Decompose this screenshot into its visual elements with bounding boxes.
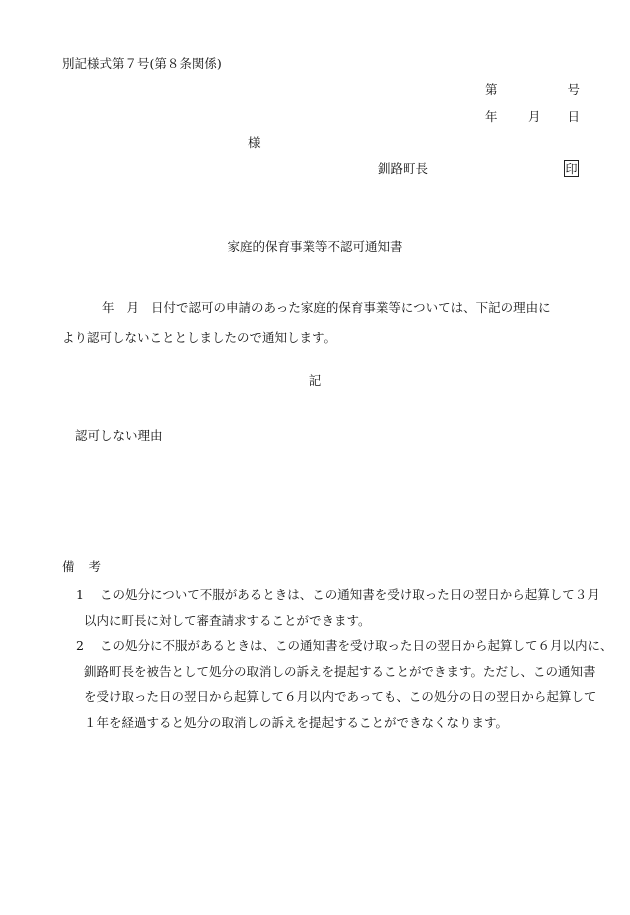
remarks-heading <box>62 559 101 574</box>
remarks-heading-char-2: 考 <box>88 559 102 574</box>
notice-body-line-2: より認可しないこととしましたので通知します。 <box>62 330 337 345</box>
remark-item <box>62 633 613 735</box>
notice-body <box>62 293 592 353</box>
issuer-name: 釧路町長 <box>378 161 429 176</box>
reason-label: 認可しない理由 <box>75 428 163 443</box>
remark-line: を受け取った日の翌日から起算して６月以内であっても、この処分の日の翌日から起算して <box>84 689 597 704</box>
date-year-label: 年 <box>485 109 498 124</box>
remark-number: 2 <box>76 638 84 653</box>
document-number-prefix: 第 <box>485 82 498 97</box>
document-date-row <box>485 109 580 127</box>
document-number-suffix: 号 <box>567 82 580 97</box>
document-title: 家庭的保育事業等不認可通知書 <box>227 239 403 254</box>
remark-line: １年を経過すると処分の取消しの訴えを提起することができなくなります。 <box>84 714 509 730</box>
date-day-label: 日 <box>567 109 580 124</box>
remark-text: この処分について不服があるときは、この通知書を受け取った日の翌日から起算して３月 <box>100 587 600 602</box>
body-line-1-text: 日付で認可の申請のあった家庭的保育事業等については、下記の理由に <box>151 300 551 315</box>
body-date-month: 月 <box>126 300 140 315</box>
ki-heading: 記 <box>308 373 322 388</box>
remark-item <box>62 582 600 633</box>
body-date-year: 年 <box>102 300 115 315</box>
remark-number: 1 <box>76 587 84 602</box>
notice-body-line-1 <box>62 293 592 323</box>
remark-line: 以内に町長に対して審査請求することができます。 <box>84 612 371 628</box>
seal-box: 印 <box>565 162 578 176</box>
remark-line <box>62 633 613 659</box>
remarks-heading-char-1: 備 <box>62 559 75 574</box>
document-number-row <box>485 82 580 100</box>
remark-line: 釧路町長を被告として処分の取消しの訴えを提起することができます。ただし、この通知書 <box>84 663 596 679</box>
remark-line <box>62 582 600 608</box>
addressee-honorific: 様 <box>248 135 261 150</box>
remark-text: この処分に不服があるときは、この通知書を受け取った日の翌日から起算して６月以内に、 <box>100 638 613 653</box>
date-month-label: 月 <box>528 109 541 124</box>
form-number-label: 別記様式第７号(第８条関係) <box>62 56 222 71</box>
